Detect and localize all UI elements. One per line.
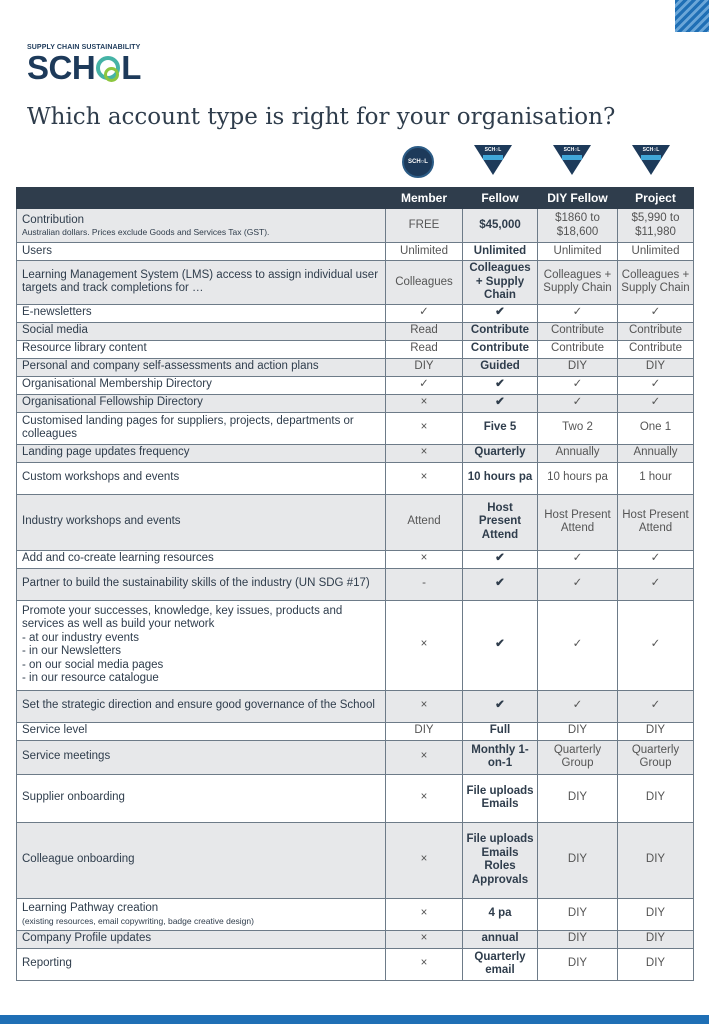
row-label	[17, 740, 386, 774]
cell-member: ×	[386, 930, 463, 948]
table-row	[17, 722, 694, 740]
cell-project: DIY	[618, 774, 694, 822]
cell-member: DIY	[386, 722, 463, 740]
table-row	[17, 304, 694, 322]
row-label	[17, 898, 386, 930]
row-label-text: Learning Management System (LMS) access to assign individual user targets and track completions for …	[22, 268, 379, 295]
row-label-text: Resource library content	[22, 342, 147, 355]
diy-fellow-badge-label: SCH○L	[563, 147, 581, 153]
cell-diy-fellow: DIY	[538, 774, 618, 822]
row-label-text: Reporting	[22, 957, 72, 970]
cell-member: ×	[386, 444, 463, 462]
cell-member: ×	[386, 948, 463, 980]
row-label-text: Personal and company self-assessments and action plans	[22, 360, 319, 373]
cell-project: ✓	[618, 394, 694, 412]
table-row	[17, 376, 694, 394]
cell-member: Colleagues	[386, 261, 463, 305]
row-label	[17, 209, 386, 243]
cell-diy-fellow: Quarterly Group	[538, 740, 618, 774]
cell-member: ✓	[386, 376, 463, 394]
cell-diy-fellow: DIY	[538, 898, 618, 930]
cell-diy-fellow: Host Present Attend	[538, 494, 618, 550]
cell-project: 1 hour	[618, 462, 694, 494]
cell-fellow: ✔	[463, 304, 538, 322]
row-label	[17, 444, 386, 462]
cell-fellow: Guided	[463, 358, 538, 376]
project-badge-label: SCH○L	[642, 147, 660, 153]
row-label	[17, 550, 386, 568]
logo-wordmark-right: L	[121, 49, 141, 86]
page-title: Which account type is right for your organisation?	[27, 104, 616, 130]
cell-fellow: ✔	[463, 600, 538, 690]
row-label	[17, 340, 386, 358]
cell-project: DIY	[618, 722, 694, 740]
cell-fellow: Contribute	[463, 340, 538, 358]
row-label	[17, 394, 386, 412]
row-label	[17, 304, 386, 322]
fellow-badge-label: SCH○L	[484, 147, 502, 153]
cell-project: DIY	[618, 358, 694, 376]
cell-member: Read	[386, 340, 463, 358]
table-row	[17, 822, 694, 898]
cell-diy-fellow: $1860 to $18,600	[538, 209, 618, 243]
row-label-text: Customised landing pages for suppliers, projects, departments or colleagues	[22, 414, 354, 440]
row-label-text: Organisational Membership Directory	[22, 378, 212, 391]
cell-project: $5,990 to $11,980	[618, 209, 694, 243]
row-label-note: (existing resources, email copywriting, badge creative design)	[22, 915, 254, 926]
table-row	[17, 358, 694, 376]
cell-fellow: ✔	[463, 568, 538, 600]
cell-project: DIY	[618, 822, 694, 898]
table-row	[17, 494, 694, 550]
cell-diy-fellow: Colleagues + Supply Chain	[538, 261, 618, 305]
cell-diy-fellow: Unlimited	[538, 243, 618, 261]
cell-fellow: annual	[463, 930, 538, 948]
cell-diy-fellow: DIY	[538, 722, 618, 740]
cell-fellow: ✔	[463, 376, 538, 394]
cell-project: ✓	[618, 550, 694, 568]
row-bullet: - in our Newsletters	[22, 645, 122, 657]
table-row	[17, 340, 694, 358]
row-label-note: Australian dollars. Prices exclude Goods and Services Tax (GST).	[22, 227, 270, 238]
cell-diy-fellow: 10 hours pa	[538, 462, 618, 494]
cell-project: DIY	[618, 898, 694, 930]
row-label-text: Landing page updates frequency	[22, 446, 190, 459]
row-label	[17, 948, 386, 980]
table-header-row	[17, 188, 694, 209]
row-bullet: - at our industry events	[22, 631, 139, 644]
row-label	[17, 774, 386, 822]
table-row	[17, 930, 694, 948]
cell-member: Read	[386, 322, 463, 340]
row-label	[17, 322, 386, 340]
cell-fellow: Quarterly email	[463, 948, 538, 980]
cell-member: ×	[386, 600, 463, 690]
table-row	[17, 740, 694, 774]
table-row	[17, 444, 694, 462]
cell-fellow: Colleagues + Supply Chain	[463, 261, 538, 305]
row-label	[17, 690, 386, 722]
row-label	[17, 930, 386, 948]
cell-diy-fellow: DIY	[538, 930, 618, 948]
cell-member: ×	[386, 774, 463, 822]
row-label	[17, 822, 386, 898]
table-row	[17, 690, 694, 722]
cell-member: ×	[386, 550, 463, 568]
row-label-text: Custom workshops and events	[22, 471, 180, 484]
cell-diy-fellow: ✓	[538, 376, 618, 394]
cell-diy-fellow: ✓	[538, 690, 618, 722]
cell-member: -	[386, 568, 463, 600]
row-bullet: - in our resource catalogue	[22, 672, 159, 684]
cell-member: DIY	[386, 358, 463, 376]
cell-member: ×	[386, 690, 463, 722]
row-label-text: Social media	[22, 324, 88, 337]
row-label	[17, 243, 386, 261]
cell-diy-fellow: ✓	[538, 600, 618, 690]
cell-project: ✓	[618, 376, 694, 394]
header-fellow: Fellow	[463, 188, 538, 209]
header-project: Project	[618, 188, 694, 209]
row-label-text: E-newsletters	[22, 306, 92, 319]
cell-fellow: 10 hours pa	[463, 462, 538, 494]
row-label-text: Set the strategic direction and ensure good governance of the School	[22, 699, 375, 712]
logo-wordmark-left: SCH	[27, 49, 96, 86]
row-label	[17, 494, 386, 550]
cell-project: ✓	[618, 690, 694, 722]
cell-member: ✓	[386, 304, 463, 322]
table-row	[17, 462, 694, 494]
table-row	[17, 209, 694, 243]
cell-member: ×	[386, 412, 463, 444]
row-label	[17, 261, 386, 305]
member-badge-label: SCH○L	[402, 146, 434, 178]
diy-fellow-badge-icon	[552, 142, 592, 182]
row-label-text: Service meetings	[22, 750, 111, 763]
cell-diy-fellow: ✓	[538, 550, 618, 568]
row-label-text: Company Profile updates	[22, 932, 152, 945]
table-row	[17, 948, 694, 980]
row-label-text: Supplier onboarding	[22, 791, 125, 804]
row-label	[17, 376, 386, 394]
logo-tagline: SUPPLY CHAIN SUSTAINABILITY	[27, 44, 141, 51]
cell-fellow: $45,000	[463, 209, 538, 243]
fellow-badge-icon	[473, 142, 513, 182]
logo-wordmark	[27, 49, 141, 86]
row-label	[17, 462, 386, 494]
table-row	[17, 600, 694, 690]
school-logo	[27, 44, 141, 84]
table-row	[17, 898, 694, 930]
cell-fellow: ✔	[463, 394, 538, 412]
header-feature	[17, 188, 386, 209]
cell-project: Contribute	[618, 322, 694, 340]
cell-diy-fellow: ✓	[538, 304, 618, 322]
cell-diy-fellow: Two 2	[538, 412, 618, 444]
logo-ring-icon	[96, 56, 120, 80]
table-row	[17, 261, 694, 305]
cell-member: ×	[386, 462, 463, 494]
cell-project: ✓	[618, 568, 694, 600]
table-row	[17, 243, 694, 261]
cell-diy-fellow: DIY	[538, 948, 618, 980]
project-badge-icon	[631, 142, 671, 182]
header-diy-fellow: DIY Fellow	[538, 188, 618, 209]
cell-fellow: Quarterly	[463, 444, 538, 462]
cell-diy-fellow: Contribute	[538, 340, 618, 358]
cell-project: DIY	[618, 930, 694, 948]
row-label	[17, 722, 386, 740]
cell-member: ×	[386, 898, 463, 930]
footer-bar	[0, 1015, 709, 1024]
cell-member: Attend	[386, 494, 463, 550]
cell-fellow: Host Present Attend	[463, 494, 538, 550]
cell-diy-fellow: DIY	[538, 822, 618, 898]
row-label	[17, 412, 386, 444]
cell-project: One 1	[618, 412, 694, 444]
table-row	[17, 774, 694, 822]
table-row	[17, 322, 694, 340]
row-label-text: Partner to build the sustainability skills of the industry (UN SDG #17)	[22, 577, 370, 590]
cell-member: ×	[386, 822, 463, 898]
cell-member: FREE	[386, 209, 463, 243]
cell-fellow: Full	[463, 722, 538, 740]
row-label	[17, 568, 386, 600]
row-label-text: Industry workshops and events	[22, 515, 181, 528]
cell-project: Host Present Attend	[618, 494, 694, 550]
row-label	[17, 358, 386, 376]
cell-fellow: Monthly 1-on-1	[463, 740, 538, 774]
row-label-text: Add and co-create learning resources	[22, 552, 214, 565]
table-row	[17, 568, 694, 600]
cell-project: Unlimited	[618, 243, 694, 261]
row-label-text: Contribution	[22, 213, 85, 226]
row-label	[17, 600, 386, 690]
row-label-text: Service level	[22, 724, 88, 737]
row-label-text: Colleague onboarding	[22, 853, 135, 866]
table-row	[17, 394, 694, 412]
account-badges	[0, 142, 709, 182]
cell-diy-fellow: Annually	[538, 444, 618, 462]
cell-diy-fellow: Contribute	[538, 322, 618, 340]
cell-fellow: ✔	[463, 550, 538, 568]
cell-project: Annually	[618, 444, 694, 462]
row-label-text: Learning Pathway creation	[22, 902, 159, 915]
cell-fellow: Contribute	[463, 322, 538, 340]
header-member: Member	[386, 188, 463, 209]
cell-project: DIY	[618, 948, 694, 980]
row-label-text: Organisational Fellowship Directory	[22, 396, 203, 409]
cell-project: ✓	[618, 600, 694, 690]
cell-member: ×	[386, 394, 463, 412]
table-row	[17, 550, 694, 568]
cell-fellow: Unlimited	[463, 243, 538, 261]
cell-diy-fellow: ✓	[538, 394, 618, 412]
cell-fellow: 4 pa	[463, 898, 538, 930]
cell-project: ✓	[618, 304, 694, 322]
cell-member: Unlimited	[386, 243, 463, 261]
cell-member: ×	[386, 740, 463, 774]
member-badge-icon	[398, 142, 438, 182]
cell-fellow: ✔	[463, 690, 538, 722]
row-label-text: Users	[22, 244, 53, 257]
cell-diy-fellow: ✓	[538, 568, 618, 600]
table-row	[17, 412, 694, 444]
cell-fellow: File uploads Emails	[463, 774, 538, 822]
cell-project: Contribute	[618, 340, 694, 358]
account-comparison-table	[16, 187, 694, 981]
cell-diy-fellow: DIY	[538, 358, 618, 376]
row-label-text: Promote your successes, knowledge, key issues, products and services as well as build your network	[22, 604, 343, 630]
corner-stripes-decoration	[675, 0, 709, 32]
cell-fellow: Five 5	[463, 412, 538, 444]
cell-fellow: File uploads Emails Roles Approvals	[463, 822, 538, 898]
cell-project: Quarterly Group	[618, 740, 694, 774]
row-bullet: - on our social media pages	[22, 658, 164, 671]
cell-project: Colleagues + Supply Chain	[618, 261, 694, 305]
